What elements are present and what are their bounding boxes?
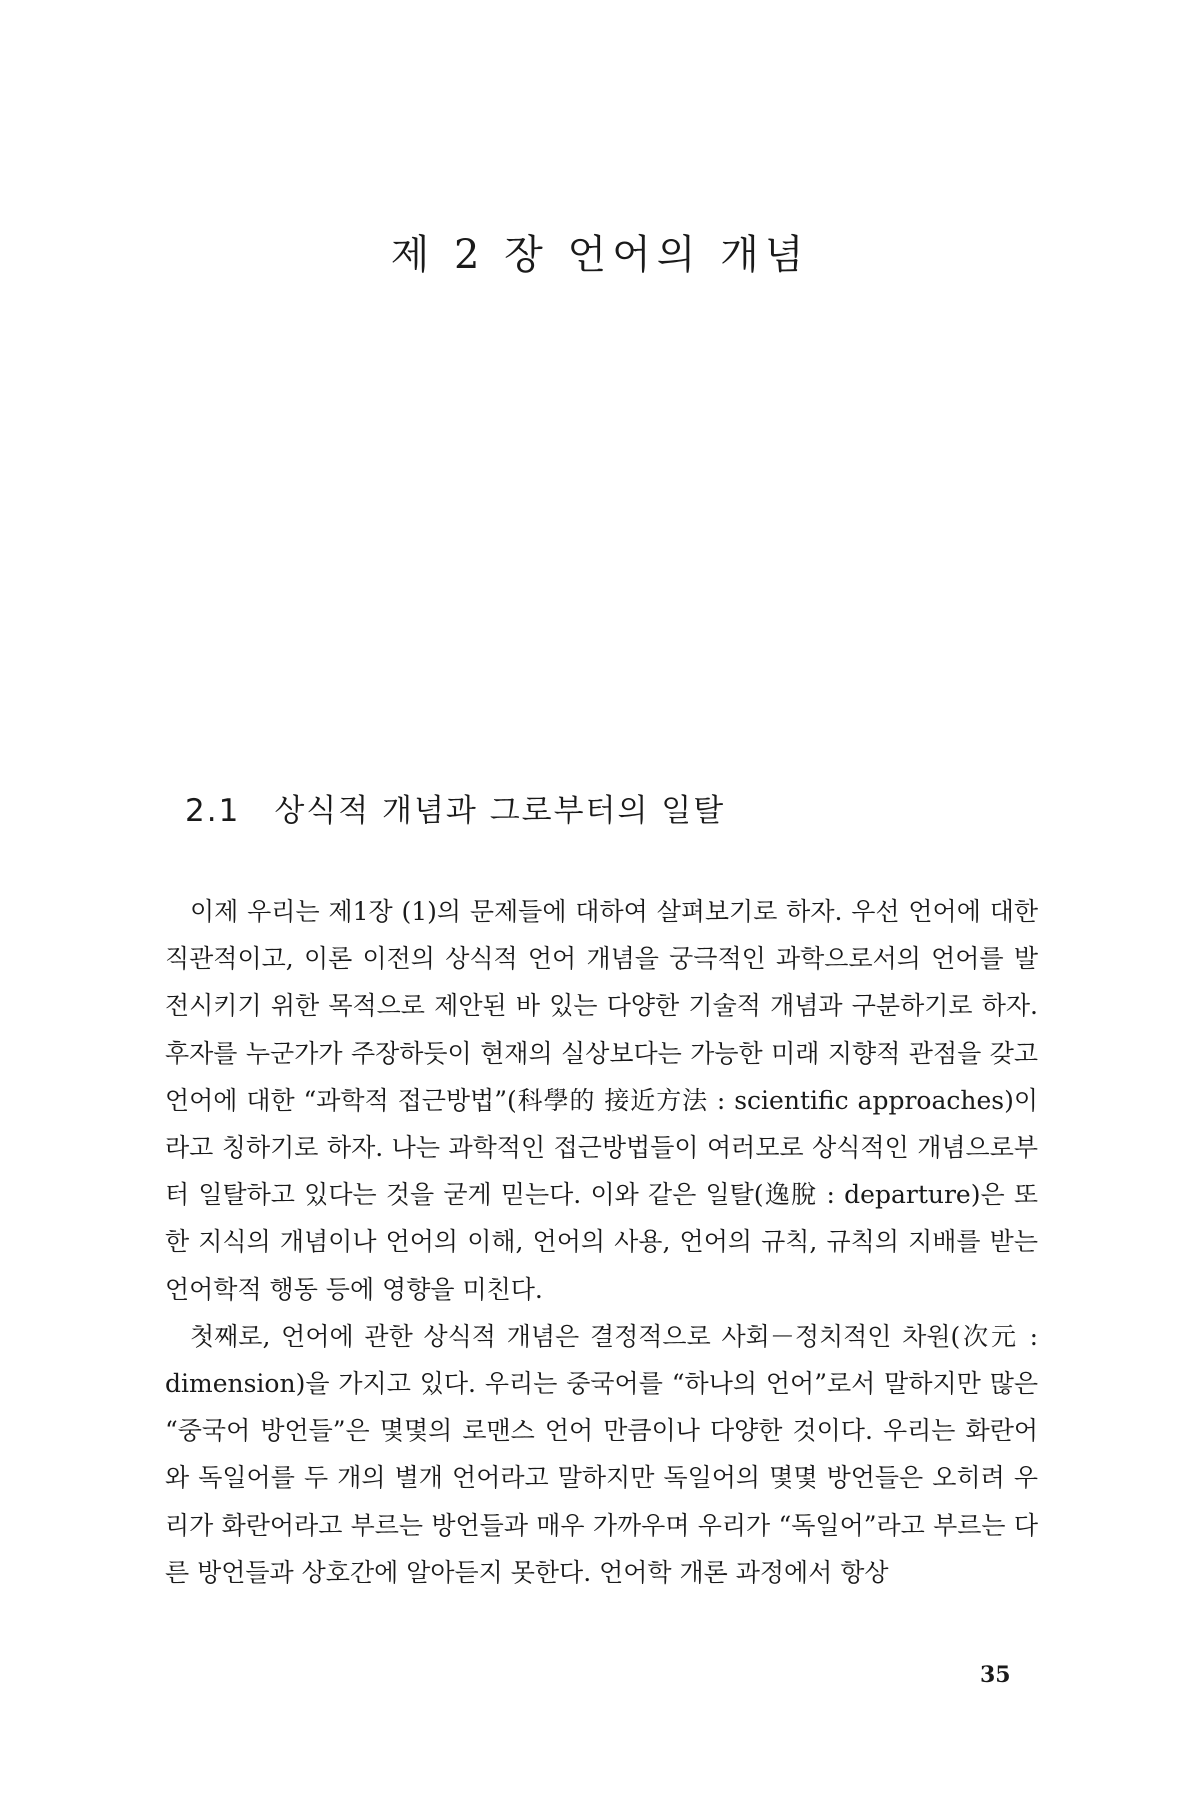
section-title: 상식적 개념과 그로부터의 일탈 [274,793,726,829]
section-heading [185,785,725,830]
page-number: 35 [980,1662,1011,1688]
body-text [165,888,1038,1596]
chapter-title: 제 2 장 언어의 개념 [390,231,810,278]
paragraph: 첫째로, 언어에 관한 상식적 개념은 결정적으로 사회－정치적인 차원(次元 : dimension)을 가지고 있다. 우리는 중국어를 “하나의 언어”로서 말하지만 많은 “중국어 방언들”은 몇몇의 로맨스 언어 만큼이나 다양한 것이다. 우리는 화란어와 독일어를 두 개의 별개 언어라고 말하지만 독일어의 몇몇 방언들은 오히려 우리가 화란어라고 부르는 방언들과 매우 가까우며 우리가 “독일어”라고 부르는 다른 방언들과 상호간에 알아듣지 못한다. 언어학 개론 과정에서 항상 [165,1321,1038,1587]
paragraph: 이제 우리는 제1장 (1)의 문제들에 대하여 살펴보기로 하자. 우선 언어에 대한 직관적이고, 이론 이전의 상식적 언어 개념을 궁극적인 과학으로서의 언어를 발전시키기 위한 목적으로 제안된 바 있는 다양한 기술적 개념과 구분하기로 하자. 후자를 누군가가 주장하듯이 현재의 실상보다는 가능한 미래 지향적 관점을 갖고 언어에 대한 “과학적 접근방법”(科學的 接近方法 : scientific approaches)이라고 칭하기로 하자. 나는 과학적인 접근방법들이 여러모로 상식적인 개념으로부터 일탈하고 있다는 것을 굳게 믿는다. 이와 같은 일탈(逸脫 : departure)은 또한 지식의 개념이나 언어의 이해, 언어의 사용, 언어의 규칙, 규칙의 지배를 받는 언어학적 행동 등에 영향을 미친다. [165,897,1038,1304]
section-number: 2.1 [185,793,241,829]
